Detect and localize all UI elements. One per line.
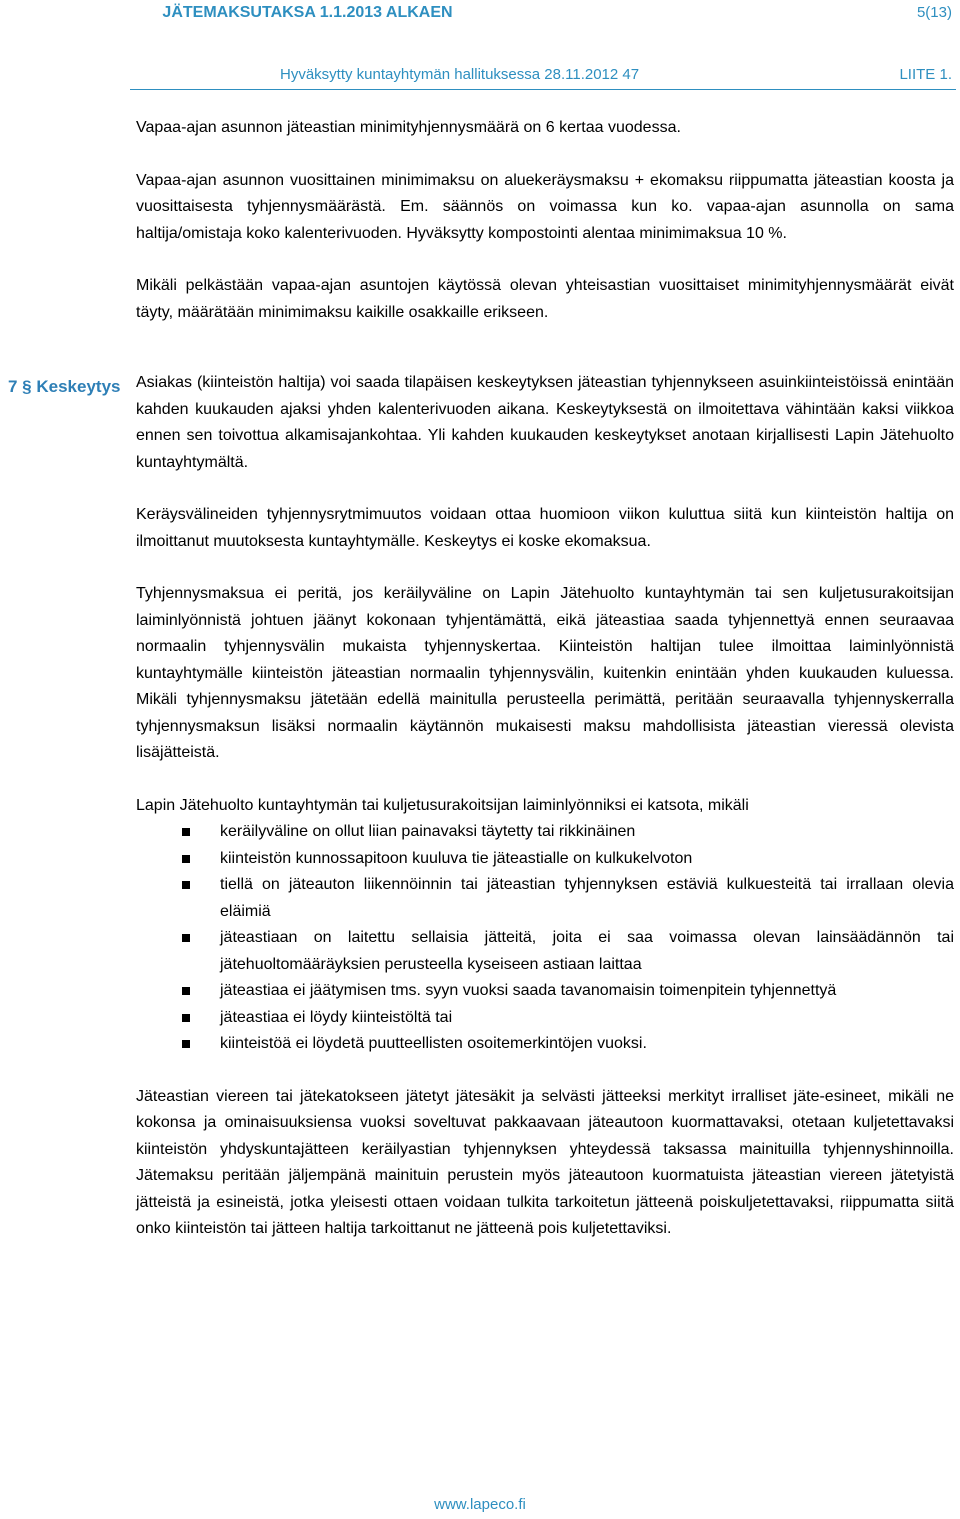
header-divider [130,89,956,90]
page-number: 5(13) [916,4,952,21]
list-item: kiinteistöä ei löydetä puutteellisten osoitemerkintöjen vuoksi. [136,1031,954,1058]
square-bullet-icon [182,855,190,863]
square-bullet-icon [182,987,190,995]
list-item: keräilyväline on ollut liian painavaksi täytetty tai rikkinäinen [136,819,954,846]
list-item: jäteastiaan on laitettu sellaisia jätteitä, joita ei saa voimassa olevan lainsäädännön tai jätehuoltomääräyksien perusteella kyseiseen astiaan laittaa [136,925,954,978]
document-body [136,115,954,1243]
approval-note: Hyväksytty kuntayhtymän hallituksessa 28.11.2012 47 [280,66,640,83]
square-bullet-icon [182,828,190,836]
square-bullet-icon [182,881,190,889]
list-item: jäteastiaa ei jäätymisen tms. syyn vuoksi saada tavanomaisin toimenpitein tyhjennettyä [136,978,954,1005]
exception-list [136,819,954,1058]
list-item: jäteastiaa ei löydy kiinteistöltä tai [136,1005,954,1032]
paragraph: Vapaa-ajan asunnon vuosittainen minimimaksu on aluekeräysmaksu + ekomaksu riippumatta jäteastian koosta ja vuosittaisesta tyhjennysmäärästä. Em. säännös on voimassa kun ko. vapaa-ajan asunnolla on sama haltija/omistaja koko kalenterivuoden. Hyväksytty kompostointi alentaa minimimaksua 10 %. [136,171,954,242]
paragraph: Asiakas (kiinteistön haltija) voi saada tilapäisen keskeytyksen jäteastian tyhjennykseen asuinkiinteistöissä enintään kahden kuukauden ajaksi yhden kalenterivuoden aikana. Keskeytyksestä on ilmoitettava vähintään kaksi viikkoa ennen sen toivottua alkamisajankohtaa. Yli kahden kuukauden keskeytykset anotaan kirjallisesti Lapin Jätehuolto kuntayhtymältä. [136,374,954,471]
paragraph: Vapaa-ajan asunnon jäteastian minimityhjennysmäärä on 6 kertaa vuodessa. [136,119,681,136]
paragraph: Mikäli pelkästään vapaa-ajan asuntojen käytössä olevan yhteisastian vuosittaiset minimityhjennysmäärät eivät täyty, määrätään minimimaksu kaikille osakkaille erikseen. [136,277,954,321]
square-bullet-icon [182,1014,190,1022]
document-title: JÄTEMAKSUTAKSA 1.1.2013 ALKAEN [162,4,453,21]
square-bullet-icon [182,1040,190,1048]
list-item: tiellä on jäteauton liikennöinnin tai jäteastian tyhjennyksen estäviä kulkuesteitä tai irrallaan olevia eläimiä [136,872,954,925]
paragraph: Tyhjennysmaksua ei peritä, jos keräilyväline on Lapin Jätehuolto kuntayhtymän tai sen kuljetusurakoitsijan laiminlyönnistä johtuen jäänyt kokonaan tyhjentämättä, eikä jäteastiaa saada tyhjennettyä ennen seuraavaa normaalin tyhjennysvälin mukaista tyhjennyskertaa. Kiinteistön haltijan tulee ilmoittaa laiminlyönnistä kuntayhtymälle kiinteistön jäteastian normaalin tyhjennysvälin, kuitenkin enintään yhden kuukauden kuluessa. Mikäli tyhjennysmaksu jätetään edellä mainitulla perusteella perimättä, peritään seuraavalla tyhjennyskerralla tyhjennysmaksun lisäksi normaalin käytännön mukaisesti maksu mahdollisista jäteastian vieressä olevista lisäjätteistä. [136,585,954,761]
paragraph: Jäteastian viereen tai jätekatokseen jätetyt jätesäkit ja selvästi jätteeksi merkityt irralliset jäte-esineet, mikäli ne kokonsa ja ominaisuuksiensa vuoksi soveltuvat pakkaavaan jäteautoon kuormattavaksi, otetaan kuljetettavaksi kiinteistön yhdyskuntajätteen keräilyastian tyhjennyksen yhteydessä taksassa mainituilla tyhjennyshinnoilla. Jätemaksu peritään jäljempänä mainituin perustein myös jäteautoon kuormatuista jäteastian viereen jätetyistä jätteistä ja esineistä, jotka yleisesti ottaen voidaan tulkita tarkoitetun jätteenä poiskuljetettavaksi, riippumatta siitä onko kiinteistön tai jätteen haltija tarkoittanut ne jätteenä pois kuljetettaviksi. [136,1087,954,1237]
appendix-label: LIITE 1. [899,66,952,83]
footer-link[interactable]: www.lapeco.fi [434,1496,526,1513]
paragraph: Keräysvälineiden tyhjennysrytmimuutos voidaan ottaa huomioon viikon kuluttua siitä kun kiinteistön haltija on ilmoittanut muutoksesta kuntayhtymälle. Keskeytys ei koske ekomaksua. [136,506,954,550]
paragraph: Lapin Jätehuolto kuntayhtymän tai kuljetusurakoitsijan laiminlyönniksi ei katsota, mikäli [136,796,749,814]
square-bullet-icon [182,934,190,942]
section-heading: 7 § Keskeytys [8,377,121,396]
list-item: kiinteistön kunnossapitoon kuuluva tie jäteastialle on kulkukelvoton [136,846,954,873]
